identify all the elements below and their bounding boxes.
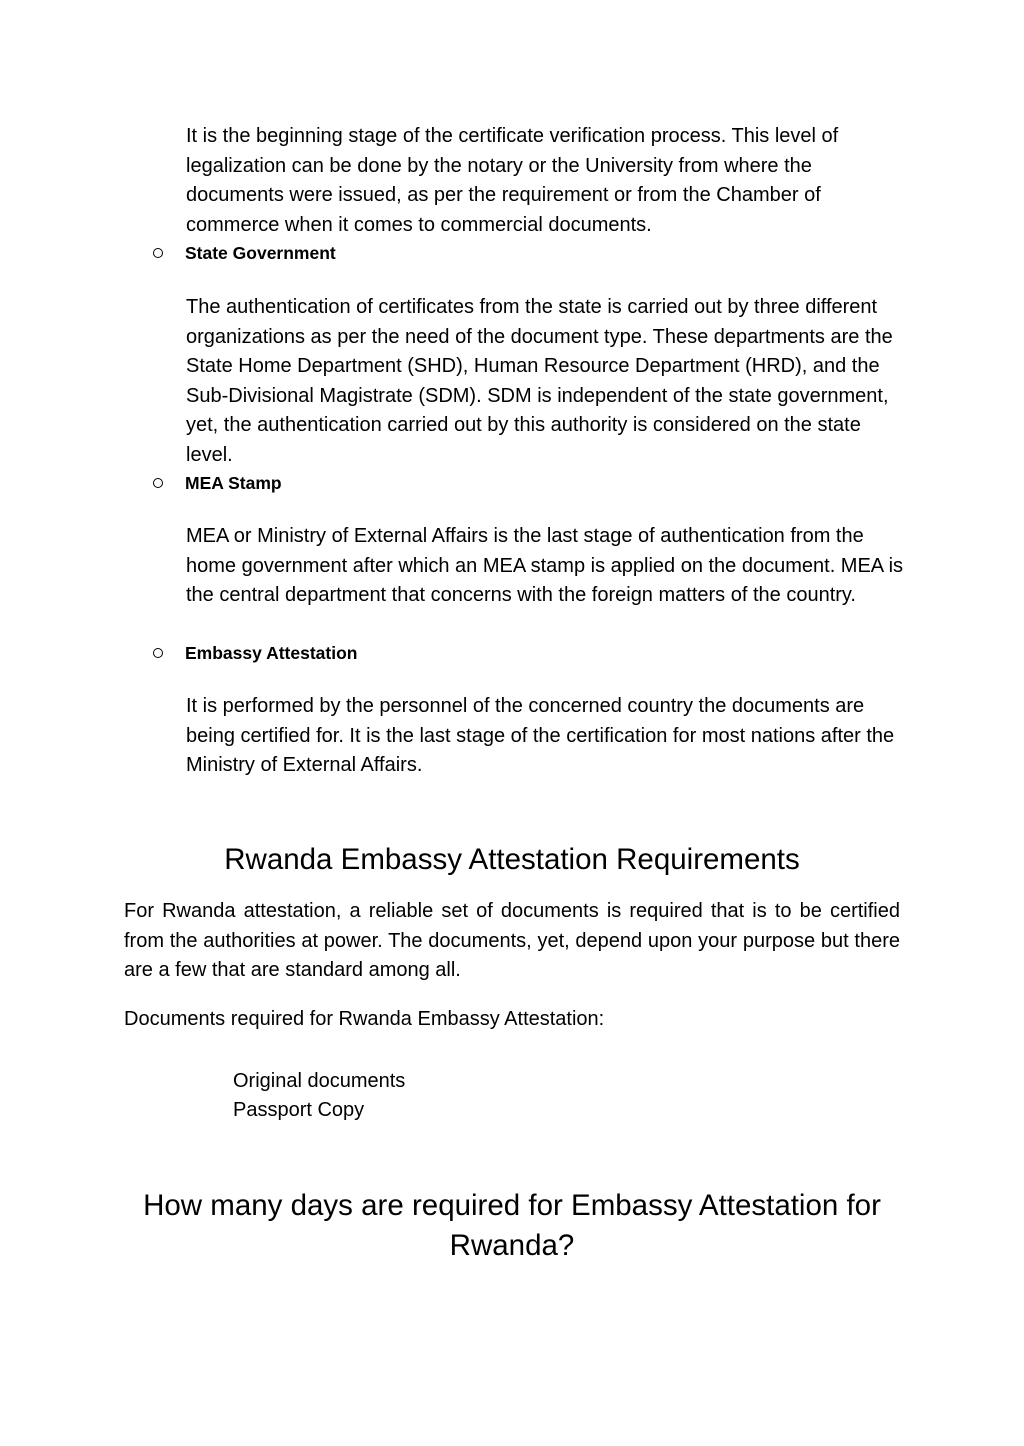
local-stage-paragraph: It is the beginning stage of the certificate verification process. This level of legalization can be done by the notary or the University from where the documents were issued, as per the requirement or from the Chamber of commerce when it comes to commercial documents. — [186, 125, 839, 236]
state-government-paragraph: The authentication of certificates from the state is carried out by three different organizations as per the need of the document type. These departments are the State Home Department (SHD), Human Resource Department (HRD), and the Sub-Divisional Magistrate (SDM). SDM is independent of the state government, yet, the authentication carried out by this authority is considered on the state level. — [186, 296, 893, 466]
state-government-label: State Government — [185, 242, 336, 263]
days-heading: How many days are required for Embassy Attestation for Rwanda? — [143, 1189, 881, 1262]
bullet-mea-stamp — [153, 471, 282, 495]
mea-stamp-label: MEA Stamp — [185, 472, 282, 493]
bullet-state-government — [153, 241, 336, 265]
embassy-attestation-label: Embassy Attestation — [185, 642, 358, 663]
requirements-intro: For Rwanda attestation, a reliable set of documents is required that is to be certified from the authorities at power. The documents, yet, depend upon your purpose but there are a few that are standard among all. — [124, 900, 900, 981]
embassy-attestation-paragraph: It is performed by the personnel of the concerned country the documents are being certified for. It is the last stage of the certification for most nations after the Ministry of External Affairs. — [186, 695, 895, 776]
document-item-original: Original documents — [233, 1070, 406, 1092]
documents-list-title: Documents required for Rwanda Embassy Attestation: — [124, 1008, 605, 1030]
bullet-embassy-attestation — [153, 641, 357, 665]
hollow-circle-bullet-icon — [153, 648, 163, 658]
mea-stamp-paragraph: MEA or Ministry of External Affairs is the last stage of authentication from the home government after which an MEA stamp is applied on the document. MEA is the central department that concerns with the foreign matters of the country. — [186, 525, 904, 606]
document-item-passport: Passport Copy — [233, 1099, 365, 1121]
hollow-circle-bullet-icon — [153, 248, 163, 258]
hollow-circle-bullet-icon — [153, 478, 163, 488]
requirements-heading: Rwanda Embassy Attestation Requirements — [224, 843, 800, 876]
